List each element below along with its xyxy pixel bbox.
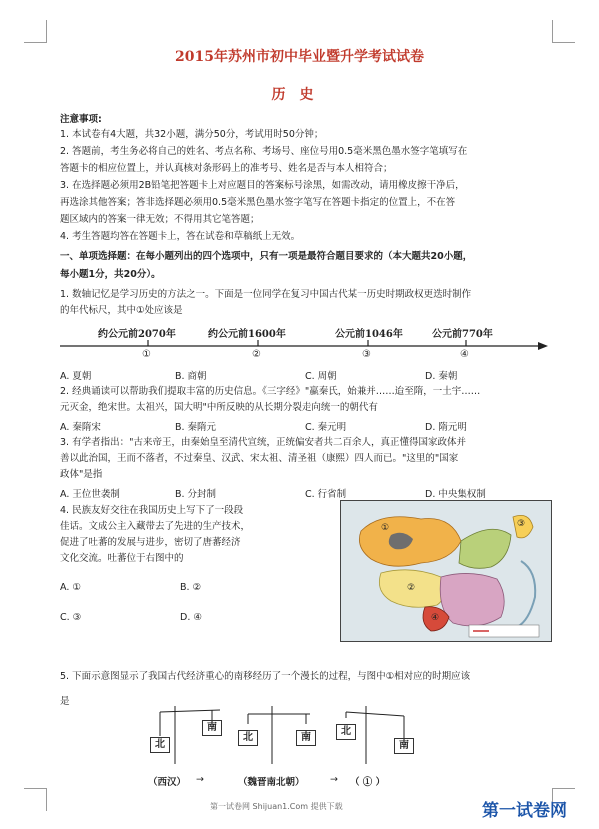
- timeline-label: 约公元前2070年: [98, 329, 176, 340]
- scale-box-north: 北: [150, 737, 170, 753]
- q3-option-d[interactable]: D. 中央集权制: [425, 489, 486, 500]
- q3-option-c[interactable]: C. 行省制: [305, 489, 347, 500]
- scale-box-north: 北: [238, 730, 258, 746]
- scale-box-south: 南: [296, 730, 316, 746]
- scale-box-south: 南: [394, 738, 414, 754]
- timeline-mark: ①: [142, 349, 151, 360]
- note-line: 2. 答题前，考生务必将自己的姓名、考点名称、考场号、座位号用0.5毫米黑色墨水签字笔填写在: [60, 146, 468, 157]
- q1-stem: 1. 数轴记忆是学习历史的方法之一。下面是一位同学在复习中国古代某一历史时期政权更迭时制作: [60, 289, 472, 300]
- q4-stem: 促进了吐蕃的发展与进步，密切了唐蕃经济: [60, 537, 241, 548]
- q3-option-b[interactable]: B. 分封制: [175, 489, 217, 500]
- note-line: 答题卡的相应位置上，并认真核对条形码上的准考号、姓名是否与本人相符合；: [60, 163, 393, 174]
- q1-option-b[interactable]: B. 商朝: [175, 371, 207, 382]
- crop-mark-bottom-left: [24, 788, 47, 811]
- q3-stem-cont: 政体"是指: [60, 469, 103, 480]
- q4-option-a[interactable]: A. ①: [60, 582, 81, 593]
- period-arrow: →: [196, 774, 204, 785]
- q3-stem: 3. 有学者指出："古来帝王，由秦始皇至清代宣统，正统偏安者共二百余人，真正懂得国家政体并: [60, 437, 466, 448]
- note-line: 再选涂其他答案；答非选择题必须用0.5毫米黑色墨水签字笔写在答题卡指定的位置上，不在答: [60, 197, 456, 208]
- note-line: 3. 在选择题必须用2B铅笔把答题卡上对应题目的答案标号涂黑，如需改动，请用橡皮擦干净后，: [60, 180, 465, 191]
- map-mark: ②: [407, 583, 416, 593]
- timeline-mark: ③: [362, 349, 371, 360]
- q3-option-a[interactable]: A. 王位世袭制: [60, 489, 120, 500]
- note-line: 1. 本试卷有4大题，共32小题，满分50分，考试用时50分钟；: [60, 129, 324, 140]
- q2-option-a[interactable]: A. 秦隋宋: [60, 422, 101, 433]
- q2-option-b[interactable]: B. 秦隋元: [175, 422, 217, 433]
- section-heading: 一、单项选择题：在每小题列出的四个选项中，只有一项是最符合题目要求的（本大题共20小题，: [60, 251, 473, 262]
- balance-diagram: [130, 700, 430, 770]
- tang-era-map: [340, 500, 552, 642]
- q1-option-d[interactable]: D. 秦朝: [425, 371, 458, 382]
- timeline-label: 约公元前1600年: [208, 329, 286, 340]
- q4-stem: 佳话。文成公主入藏带去了先进的生产技术，: [60, 521, 251, 532]
- period-label: （魏晋南北朝）: [238, 777, 305, 788]
- q2-stem: 2. 经典诵读可以帮助我们提取丰富的历史信息。《三字经》"嬴秦氏，始兼并……迨至隋，一土宇……: [60, 386, 481, 397]
- crop-mark-top-right: [552, 20, 575, 43]
- timeline-label: 公元前1046年: [335, 329, 403, 340]
- timeline-axis: [60, 338, 550, 354]
- period-label: （西汉）: [148, 777, 187, 788]
- q4-option-c[interactable]: C. ③: [60, 612, 82, 623]
- q4-option-b[interactable]: B. ②: [180, 582, 202, 593]
- q2-option-c[interactable]: C. 秦元明: [305, 422, 347, 433]
- note-line: 题区域内的答案一律无效；不得用其它笔答题；: [60, 214, 260, 225]
- timeline-mark: ④: [460, 349, 469, 360]
- map-mark: ③: [517, 519, 526, 529]
- q5-stem: 5. 下面示意图显示了我国古代经济重心的南移经历了一个漫长的过程，与图中①相对应的时期应该: [60, 671, 471, 682]
- site-logo[interactable]: 第一试卷网: [482, 801, 567, 821]
- scale-box-north: 北: [336, 724, 356, 740]
- timeline-mark: ②: [252, 349, 261, 360]
- q2-stem-cont: 元灭金，绝宋世。太祖兴，国大明"中所反映的从长期分裂走向统一的朝代有: [60, 402, 378, 413]
- q1-option-c[interactable]: C. 周朝: [305, 371, 337, 382]
- q4-stem: 文化交流。吐蕃位于右图中的: [60, 553, 184, 564]
- note-line: 4. 考生答题均答在答题卡上，答在试卷和草稿纸上无效。: [60, 231, 301, 242]
- q4-stem: 4. 民族友好交往在我国历史上写下了一段段: [60, 505, 244, 516]
- q2-option-d[interactable]: D. 隋元明: [425, 422, 467, 433]
- notes-heading: 注意事项:: [60, 114, 102, 125]
- scale-box-south: 南: [202, 720, 222, 736]
- footer-text: 第一试卷网 Shijuan1.Com 提供下载: [210, 802, 343, 811]
- timeline-label: 公元前770年: [432, 329, 493, 340]
- crop-mark-top-left: [24, 20, 47, 43]
- q5-stem-cont: 是: [60, 696, 70, 707]
- q1-stem-cont: 的年代标尺，其中①处应该是: [60, 305, 183, 316]
- period-arrow: →: [330, 774, 338, 785]
- map-mark: ①: [381, 523, 390, 533]
- period-label: （ ① ）: [350, 777, 386, 788]
- q1-option-a[interactable]: A. 夏朝: [60, 371, 92, 382]
- q3-stem-cont: 善以此治国，王而不落者，不过秦皇、汉武、宋太祖、清圣祖（康熙）四人而已。"这里的"国家: [60, 453, 459, 464]
- q4-option-d[interactable]: D. ④: [180, 612, 202, 623]
- exam-title: 2015年苏州市初中毕业暨升学考试试卷: [175, 49, 424, 65]
- subject-title: 历史: [271, 87, 328, 103]
- section-heading-cont: 每小题1分，共20分）。: [60, 269, 161, 280]
- map-mark: ④: [431, 613, 440, 623]
